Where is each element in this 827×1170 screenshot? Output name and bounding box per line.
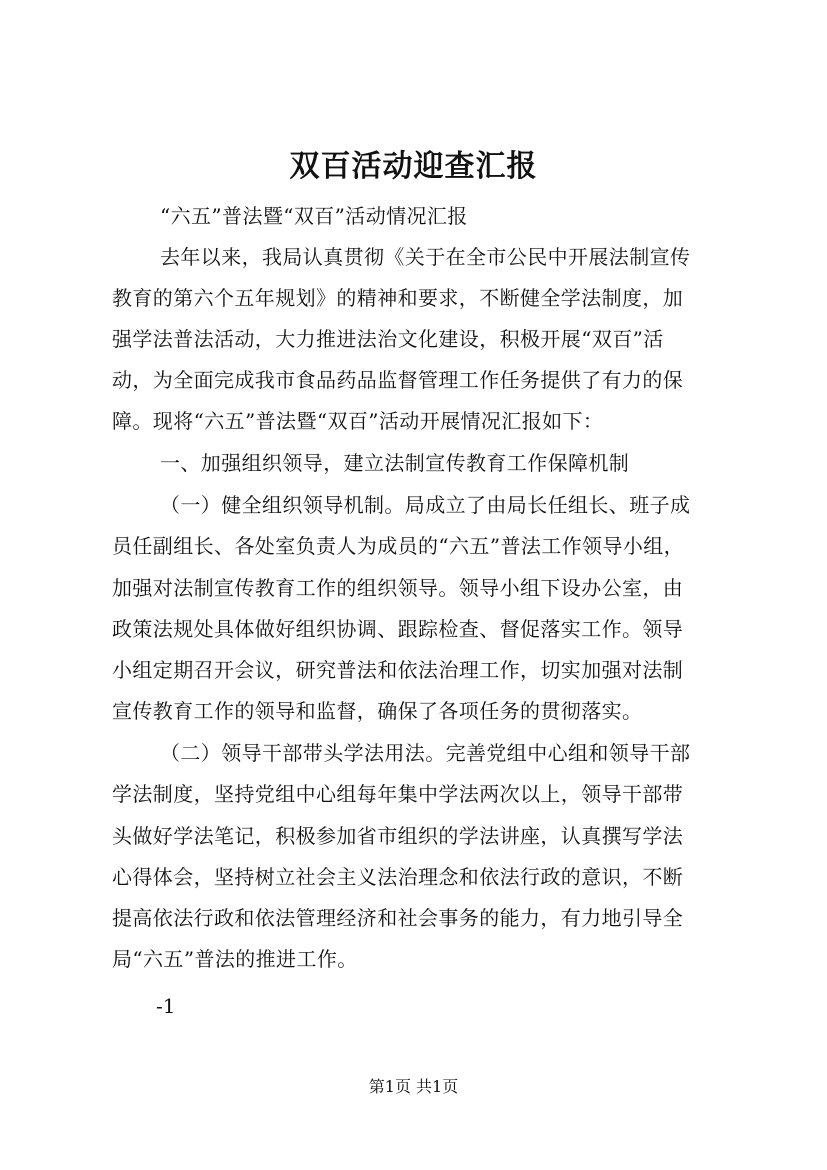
paragraph-line: 小组定期召开会议，研究普法和依法治理工作，切实加强对法制 [112, 658, 684, 682]
paragraph-line: 障。现将“六五”普法暨“双百”活动开展情况汇报如下： [112, 409, 604, 433]
paragraph-line: 宣传教育工作的领导和监督，确保了各项任务的贯彻落实。 [112, 699, 643, 723]
paragraph-line: 局“六五”普法的推进工作。 [112, 947, 358, 971]
paragraph-line: 头做好学法笔记，积极参加省市组织的学法讲座，认真撰写学法 [112, 824, 684, 848]
inline-page-number: -1 [156, 994, 176, 1018]
document-title: 双百活动迎查汇报 [289, 149, 538, 184]
paragraph-line: 政策法规处具体做好组织协调、跟踪检查、督促落实工作。领导 [112, 617, 684, 641]
paragraph-line: 教育的第六个五年规划》的精神和要求，不断健全学法制度，加 [112, 286, 684, 310]
paragraph-line: 去年以来，我局认真贯彻《关于在全市公民中开展法制宣传 [160, 245, 691, 269]
paragraph-line: （一）健全组织领导机制。局成立了由局长任组长、班子成 [160, 493, 691, 517]
section-heading: 一、加强组织领导，建立法制宣传教育工作保障机制 [160, 451, 630, 475]
paragraph-line: 加强对法制宣传教育工作的组织领导。领导小组下设办公室，由 [112, 576, 684, 600]
paragraph-line: 动，为全面完成我市食品药品监督管理工作任务提供了有力的保 [112, 368, 684, 392]
paragraph-line: 心得体会，坚持树立社会主义法治理念和依法行政的意识，不断 [112, 865, 684, 889]
paragraph-line: （二）领导干部带头学法用法。完善党组中心组和领导干部 [160, 741, 691, 765]
paragraph-line: 学法制度，坚持党组中心组每年集中学法两次以上，领导干部带 [112, 782, 684, 806]
page-footer: 第1页 共1页 [368, 1077, 459, 1096]
paragraph-line: 强学法普法活动，大力推进法治文化建设，积极开展“双百”活 [112, 327, 664, 351]
paragraph-line: 员任副组长、各处室负责人为成员的“六五”普法工作领导小组， [112, 534, 685, 558]
document-subtitle: “六五”普法暨“双百”活动情况汇报 [160, 204, 468, 228]
paragraph-line: 提高依法行政和依法管理经济和社会事务的能力，有力地引导全 [112, 906, 684, 930]
